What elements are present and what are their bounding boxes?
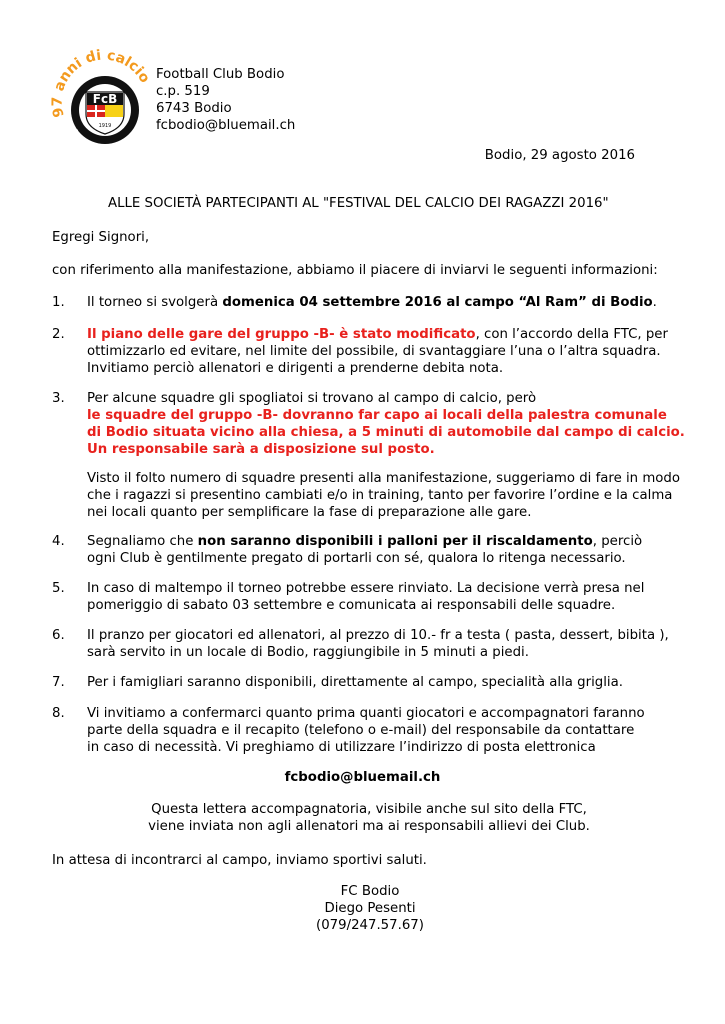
- item-4-suffix: , perciò: [592, 534, 643, 549]
- item-3-para-line-3: nei locali quanto per semplificare la fase di preparazione alle gare.: [87, 505, 532, 520]
- contact-email-text: fcbodio@bluemail.ch: [284, 770, 441, 785]
- item-3-line-1: Per alcune squadre gli spogliatoi si trovano al campo di calcio, però: [87, 391, 537, 406]
- signature-org: FC Bodio: [340, 884, 400, 899]
- item-number: 6.: [52, 628, 65, 643]
- item-8-line-3: in caso di necessità. Vi preghiamo di utilizzare l’indirizzo di posta elettronica: [87, 740, 596, 755]
- item-6-line-1: Il pranzo per giocatori ed allenatori, al prezzo di 10.- fr a testa ( pasta, dessert, bibita ),: [87, 628, 669, 643]
- club-logo-graphic: [50, 48, 150, 148]
- sender-city: 6743 Bodio: [156, 101, 232, 116]
- item-number: 5.: [52, 581, 65, 596]
- item-3-para-line-2: che i ragazzi si presentino cambiati e/o in training, tanto per favorire l’ordine e la calma: [87, 488, 673, 503]
- item-number: 2.: [52, 327, 65, 342]
- note-line-1: Questa lettera accompagnatoria, visibile anche sul sito della FTC,: [151, 802, 587, 817]
- closing: In attesa di incontrarci al campo, inviamo sportivi saluti.: [52, 853, 427, 868]
- item-number: 1.: [52, 295, 65, 310]
- sender-po-box: c.p. 519: [156, 84, 210, 99]
- item-2-line-1: [87, 326, 668, 343]
- item-2-suffix: , con l’accordo della FTC, per: [475, 327, 668, 342]
- item-4-text: Segnaliamo che: [87, 534, 198, 549]
- item-2-line-3: Invitiamo perciò allenatori e dirigenti a prenderne debita nota.: [87, 361, 504, 376]
- item-8-line-1: Vi invitiamo a confermarci quanto prima quanti giocatori e accompagnatori faranno: [87, 706, 645, 721]
- salutation: Egregi Signori,: [52, 230, 150, 245]
- signature-name: Diego Pesenti: [324, 901, 416, 916]
- item-3-red-line-2: [87, 424, 685, 441]
- item-4-bold: non saranno disponibili i palloni per il riscaldamento: [197, 534, 593, 549]
- letter-date: Bodio, 29 agosto 2016: [484, 148, 635, 163]
- item-4-line-1: [87, 533, 642, 550]
- item-3-red-text-2: di Bodio situata vicino alla chiesa, a 5 minuti di automobile dal campo di calcio.: [87, 425, 685, 440]
- logo-arc-text: 97 anni di calci: [50, 48, 147, 119]
- club-logo: [50, 48, 150, 148]
- item-6-line-2: sarà servito in un locale di Bodio, raggiungibile in 5 minuti a piedi.: [87, 645, 529, 660]
- item-3-red-line-1: [87, 407, 667, 424]
- item-3-red-text-1: le squadre del gruppo -B- dovranno far capo ai locali della palestra comunale: [87, 408, 667, 423]
- signature-phone: (079/247.57.67): [316, 918, 424, 933]
- logo-year: 1919: [98, 123, 112, 129]
- item-8-line-2: parte della squadra e il recapito (telefono o e-mail) del responsabile da contattare: [87, 723, 635, 738]
- item-1-bold: domenica 04 settembre 2016 al campo “Al Ram” di Bodio: [222, 295, 653, 310]
- logo-monogram: FcB: [92, 92, 118, 106]
- logo-ring-text: FOOTBAL IO: [72, 128, 123, 148]
- item-5-line-2: pomeriggio di sabato 03 settembre e comunicata ai responsabili delle squadre.: [87, 598, 616, 613]
- item-7-line-1: Per i famigliari saranno disponibili, direttamente al campo, specialità alla griglia.: [87, 675, 623, 690]
- item-number: 8.: [52, 706, 65, 721]
- intro: con riferimento alla manifestazione, abbiamo il piacere di inviarvi le seguenti informazioni:: [52, 263, 658, 278]
- item-3-red-line-3: [87, 441, 435, 458]
- item-4-line-2: ogni Club è gentilmente pregato di portarli con sé, qualora lo ritenga necessario.: [87, 551, 626, 566]
- letter-subject: ALLE SOCIETÀ PARTECIPANTI AL "FESTIVAL DEL CALCIO DEI RAGAZZI 2016": [108, 196, 609, 211]
- item-2-red-bold: Il piano delle gare del gruppo -B- è stato modificato: [87, 327, 476, 342]
- sender-name: Football Club Bodio: [156, 67, 285, 82]
- item-5-line-1: In caso di maltempo il torneo potrebbe essere rinviato. La decisione verrà presa nel: [87, 581, 645, 596]
- item-2-line-2: ottimizzarlo ed evitare, nel limite del possibile, di svantaggiare l’una o l’altra squadra.: [87, 344, 661, 359]
- item-1-suffix: .: [652, 295, 657, 310]
- note-line-2: viene inviata non agli allenatori ma ai responsabili allievi dei Club.: [148, 819, 590, 834]
- item-number: 3.: [52, 391, 65, 406]
- item-3-para-line-1: Visto il folto numero di squadre presenti alla manifestazione, suggeriamo di fare in modo: [87, 471, 681, 486]
- item-1-line-1: [87, 294, 657, 311]
- item-number: 7.: [52, 675, 65, 690]
- contact-email-link[interactable]: [0, 769, 725, 786]
- item-3-red-text-3: Un responsabile sarà a disposizione sul posto.: [87, 442, 435, 457]
- item-1-text: Il torneo si svolgerà: [87, 295, 223, 310]
- item-number: 4.: [52, 534, 65, 549]
- sender-email: fcbodio@bluemail.ch: [156, 118, 296, 133]
